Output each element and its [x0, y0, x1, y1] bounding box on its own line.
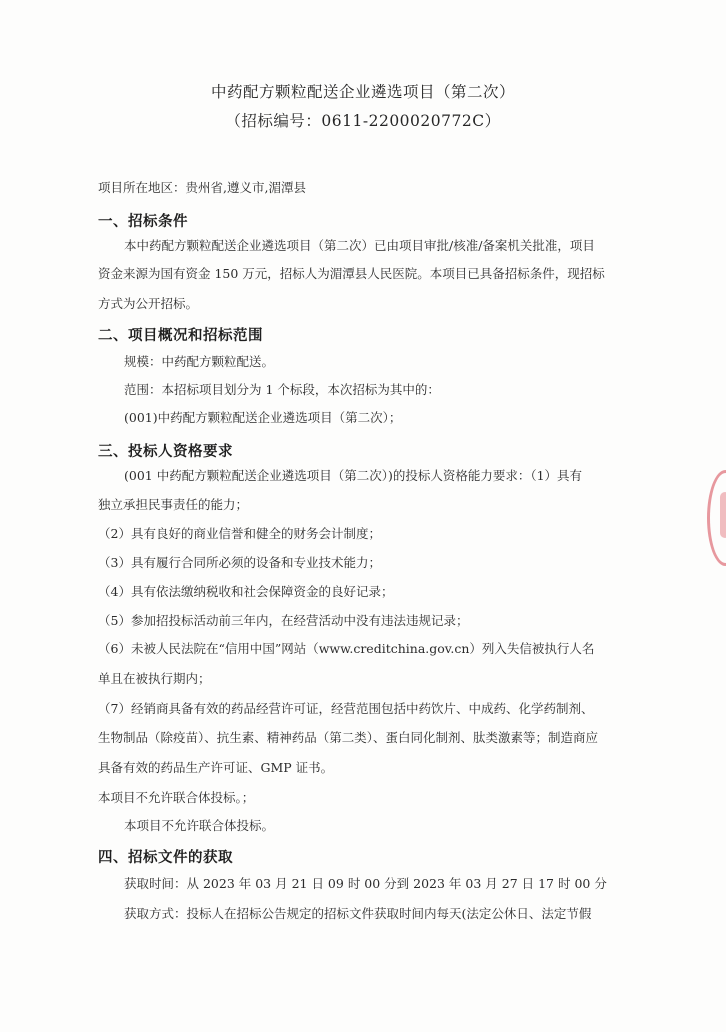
bid-number: （招标编号：0611-2200020772C） — [225, 112, 501, 130]
requirement-item: （4）具有依法缴纳税收和社会保障资金的良好记录； — [98, 584, 394, 599]
paragraph-line: 资金来源为国有资金 150 万元，招标人为湄潭县人民医院。本项目已具备招标条件，现招标 — [98, 266, 605, 281]
consortium-note: 本项目不允许联合体投标。； — [98, 790, 255, 805]
section-heading-4: 四、招标文件的获取 — [98, 850, 233, 866]
paragraph-line: (001 中药配方颗粒配送企业遴选项目（第二次）)的投标人资格能力要求：（1）具有 — [124, 468, 583, 483]
scope-line: 范围：本招标项目划分为 1 个标段，本次招标为其中的： — [124, 382, 440, 397]
paragraph-line: 单且在被执行期内； — [98, 671, 211, 686]
consortium-note: 本项目不允许联合体投标。 — [124, 818, 275, 833]
paragraph-line: 生物制品（除疫苗）、抗生素、精神药品（第二类）、蛋白同化制剂、肽类激素等；制造商应 — [98, 730, 599, 745]
section-heading-2: 二、项目概况和招标范围 — [98, 328, 263, 344]
requirement-item: （7）经销商具备有效的药品经营许可证，经营范围包括中药饮片、中成药、化学药制剂、 — [98, 701, 594, 716]
project-location: 项目所在地区：贵州省,遵义市,湄潭县 — [98, 180, 306, 195]
section-heading-3: 三、投标人资格要求 — [98, 444, 233, 460]
paragraph-line: 具备有效的药品生产许可证、GMP 证书。 — [98, 760, 334, 775]
acquisition-method: 获取方式：投标人在招标公告规定的招标文件获取时间内每天(法定公休日、法定节假 — [124, 906, 592, 921]
requirement-item: （2）具有良好的商业信誉和健全的财务会计制度； — [98, 526, 381, 541]
requirement-item: （5）参加招投标活动前三年内，在经营活动中没有违法违规记录； — [98, 613, 469, 628]
paragraph-line: 独立承担民事责任的能力； — [98, 497, 249, 512]
section-heading-1: 一、招标条件 — [98, 214, 188, 230]
lot-line: (001)中药配方颗粒配送企业遴选项目（第二次）； — [124, 410, 402, 425]
acquisition-time: 获取时间：从 2023 年 03 月 21 日 09 时 00 分到 2023 年 03 月 27 日 17 时 00 分 — [124, 876, 607, 891]
scale-line: 规模：中药配方颗粒配送。 — [124, 354, 275, 369]
requirement-item: （3）具有履行合同所必须的设备和专业技术能力； — [98, 555, 381, 570]
paragraph-line: 本中药配方颗粒配送企业遴选项目（第二次）已由项目审批/核准/备案机关批准，项目 — [124, 238, 595, 253]
requirement-item: （6）未被人民法院在“信用中国”网站（www.creditchina.gov.cn）列入失信被执行人名 — [98, 641, 595, 656]
seal-stamp-ink — [720, 492, 726, 538]
paragraph-line: 方式为公开招标。 — [98, 296, 199, 311]
document-title: 中药配方颗粒配送企业遴选项目（第二次） — [210, 83, 515, 101]
